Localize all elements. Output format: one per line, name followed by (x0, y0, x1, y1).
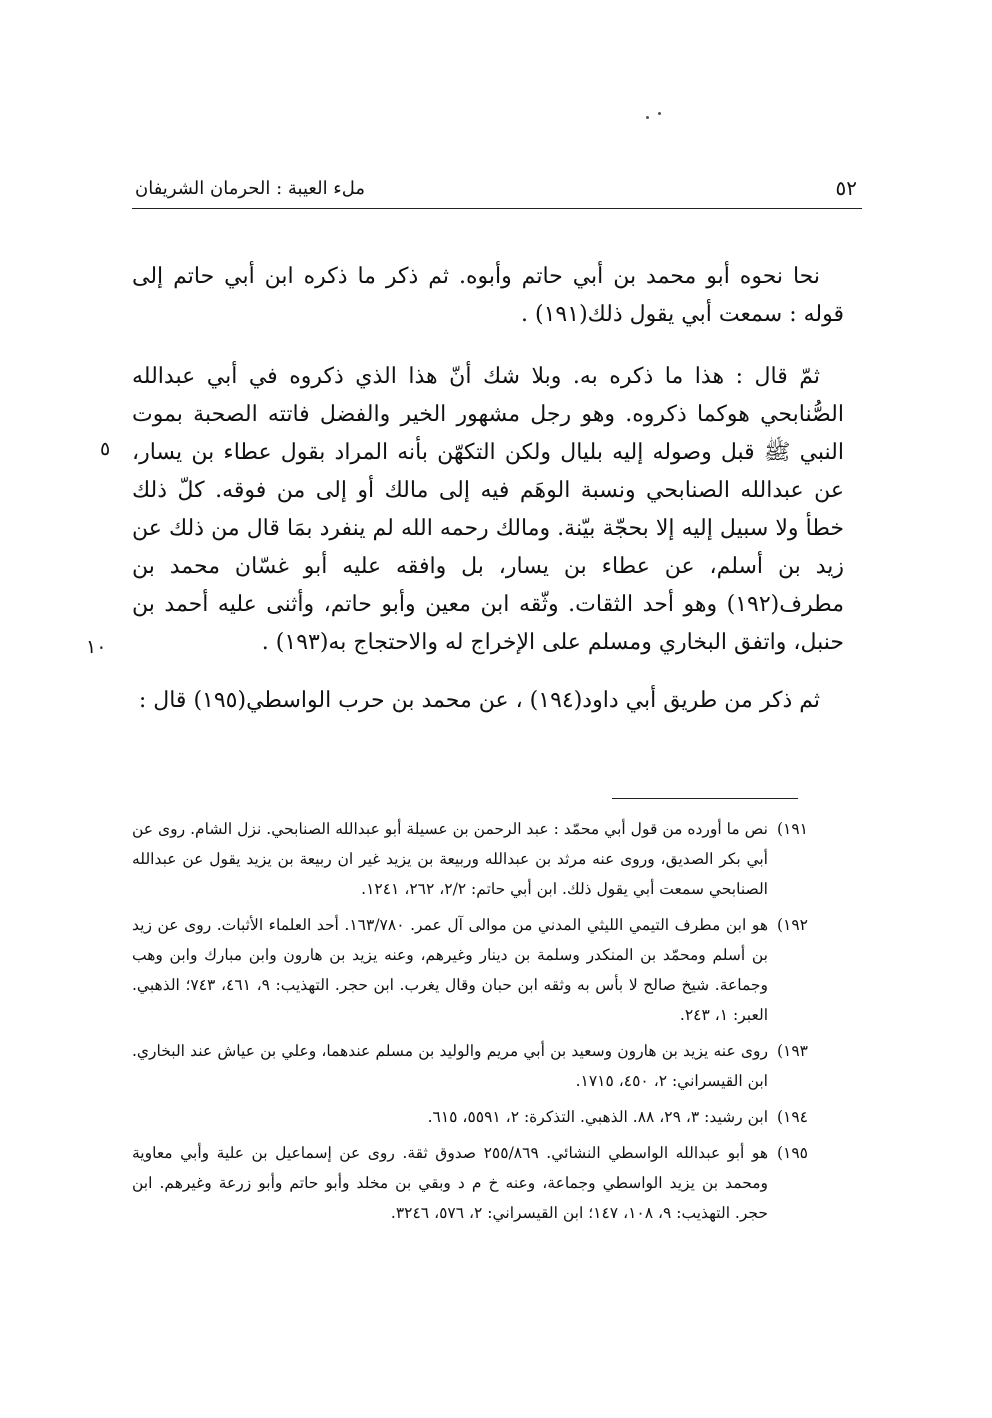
footnote-number: ١٩٣) (776, 1042, 808, 1060)
footnote-text: روى عنه يزيد بن هارون وسعيد بن أبي مريم والوليد بن مسلم عندهما، وعلي بن عياش عند البخاري. ابن القيسراني: ٢، ٤٥٠، ١٧١٥. (132, 1042, 768, 1090)
paragraph-text: ثم ذكر من طريق أبي داود(١٩٤) ، عن محمد بن حرب الواسطي(١٩٥) قال : (138, 688, 820, 713)
footnote (132, 814, 808, 904)
footnote-number: ١٩١) (776, 820, 808, 838)
footnote-text: ابن رشيد: ٣، ٢٩، ٨٨. الذهبي. التذكرة: ٢، ٥٥٩١، ٦١٥. (427, 1108, 768, 1126)
paragraph-text: ثمّ قال : هذا ما ذكره به. وبلا شك أنّ هذا الذي ذكروه في أبي عبدالله الصُّنابحي هوكما ذكروه. وهو رجل مشهور الخير والفضل فاتته الصحبة بموت النبي ﷺ قبل وصوله إليه بليال ولكن التكهّن بأنه المراد بقول عطاء بن يسار، عن عبدالله الصنابحي ونسبة الوهَم فيه إلى مالك أو إلى من فوقه. كلّ ذلك خطأ ولا سبيل إليه إلا بحجّة بيّنة. ومالك رحمه الله لم ينفرد بمَا قال من ذلك عن زيد بن أسلم، عن عطاء بن يسار، بل وافقه عليه أبو غسّان محمد بن مطرف(١٩٢) وهو أحد الثقات. وثّقه ابن معين وأبو حاتم، وأثنى عليه أحمد بن حنبل، واتفق البخاري ومسلم على الإخراج له والاحتجاج به(١٩٣) . (132, 364, 844, 655)
margin-line-number-10: ١٠ (86, 636, 107, 658)
footnote-text: هو ابن مطرف التيمي الليثي المدني من موالى آل عمر. ١٦٣/٧٨٠. أحد العلماء الأثبات. روى عن زيد بن أسلم ومحمّد بن المنكدر وسلمة بن دينار وغيرهم، وعنه يزيد بن هارون وابن مبارك وابن وهب وجماعة. شيخ صالح لا بأس به وثقه ابن حبان وقال يغرب. ابن حجر. التهذيب: ٩، ٤٦١، ٧٤٣؛ الذهبي. العبر: ١، ٢٤٣. (132, 916, 769, 1024)
header-rule (132, 208, 862, 209)
footnote-text: هو أبو عبدالله الواسطي النشائي. ٢٥٥/٨٦٩ صدوق ثقة. روى عن إسماعيل بن علية وأبي معاوية ومحمد بن يزيد الواسطي وجماعة، وعنه خ م د وبقي بن مخلد وأبو حاتم وأبو زرعة وغيرهم. ابن حجر. التهذيب: ٩، ١٠٨، ١٤٧؛ ابن القيسراني: ٢، ٥٧٦، ٣٢٤٦. (132, 1144, 769, 1222)
margin-line-number-5: ٥ (100, 438, 111, 460)
paragraph-text: نحا نحوه أبو محمد بن أبي حاتم وأبوه. ثم ذكر ما ذكره ابن أبي حاتم إلى قوله : سمعت أبي يقول ذلك(١٩١) . (132, 264, 844, 327)
footnote (132, 1102, 808, 1132)
footnotes (132, 814, 808, 1234)
body-paragraph-1 (132, 258, 844, 334)
footnote-number: ١٩٤) (776, 1108, 808, 1126)
running-header-title: ملء العيبة : الحرمان الشريفان (135, 178, 366, 199)
footnote (132, 1138, 808, 1228)
page-number: ٥٢ (835, 176, 857, 200)
body-paragraph-2 (132, 358, 844, 662)
footnote-number: ١٩٥) (776, 1144, 808, 1162)
footnote-text: نص ما أورده من قول أبي محمّد : عبد الرحمن بن عسيلة أبو عبدالله الصنابحي. نزل الشام. روى عن أبي بكر الصديق، وروى عنه مرثد بن عبدالله وربيعة بن يزيد غير ان ربيعة بن يزيد يقول عن عبدالله الصنابحي سمعت أبي يقول ذلك. ابن أبي حاتم: ٢/٢، ٢٦٢، ١٢٤١. (132, 820, 768, 898)
footnote-number: ١٩٢) (776, 916, 808, 934)
footnote (132, 910, 808, 1030)
footnote (132, 1036, 808, 1096)
body-paragraph-3 (132, 682, 844, 720)
scan-speck (646, 116, 649, 119)
footnote-separator (612, 798, 798, 799)
scan-speck (658, 112, 661, 115)
